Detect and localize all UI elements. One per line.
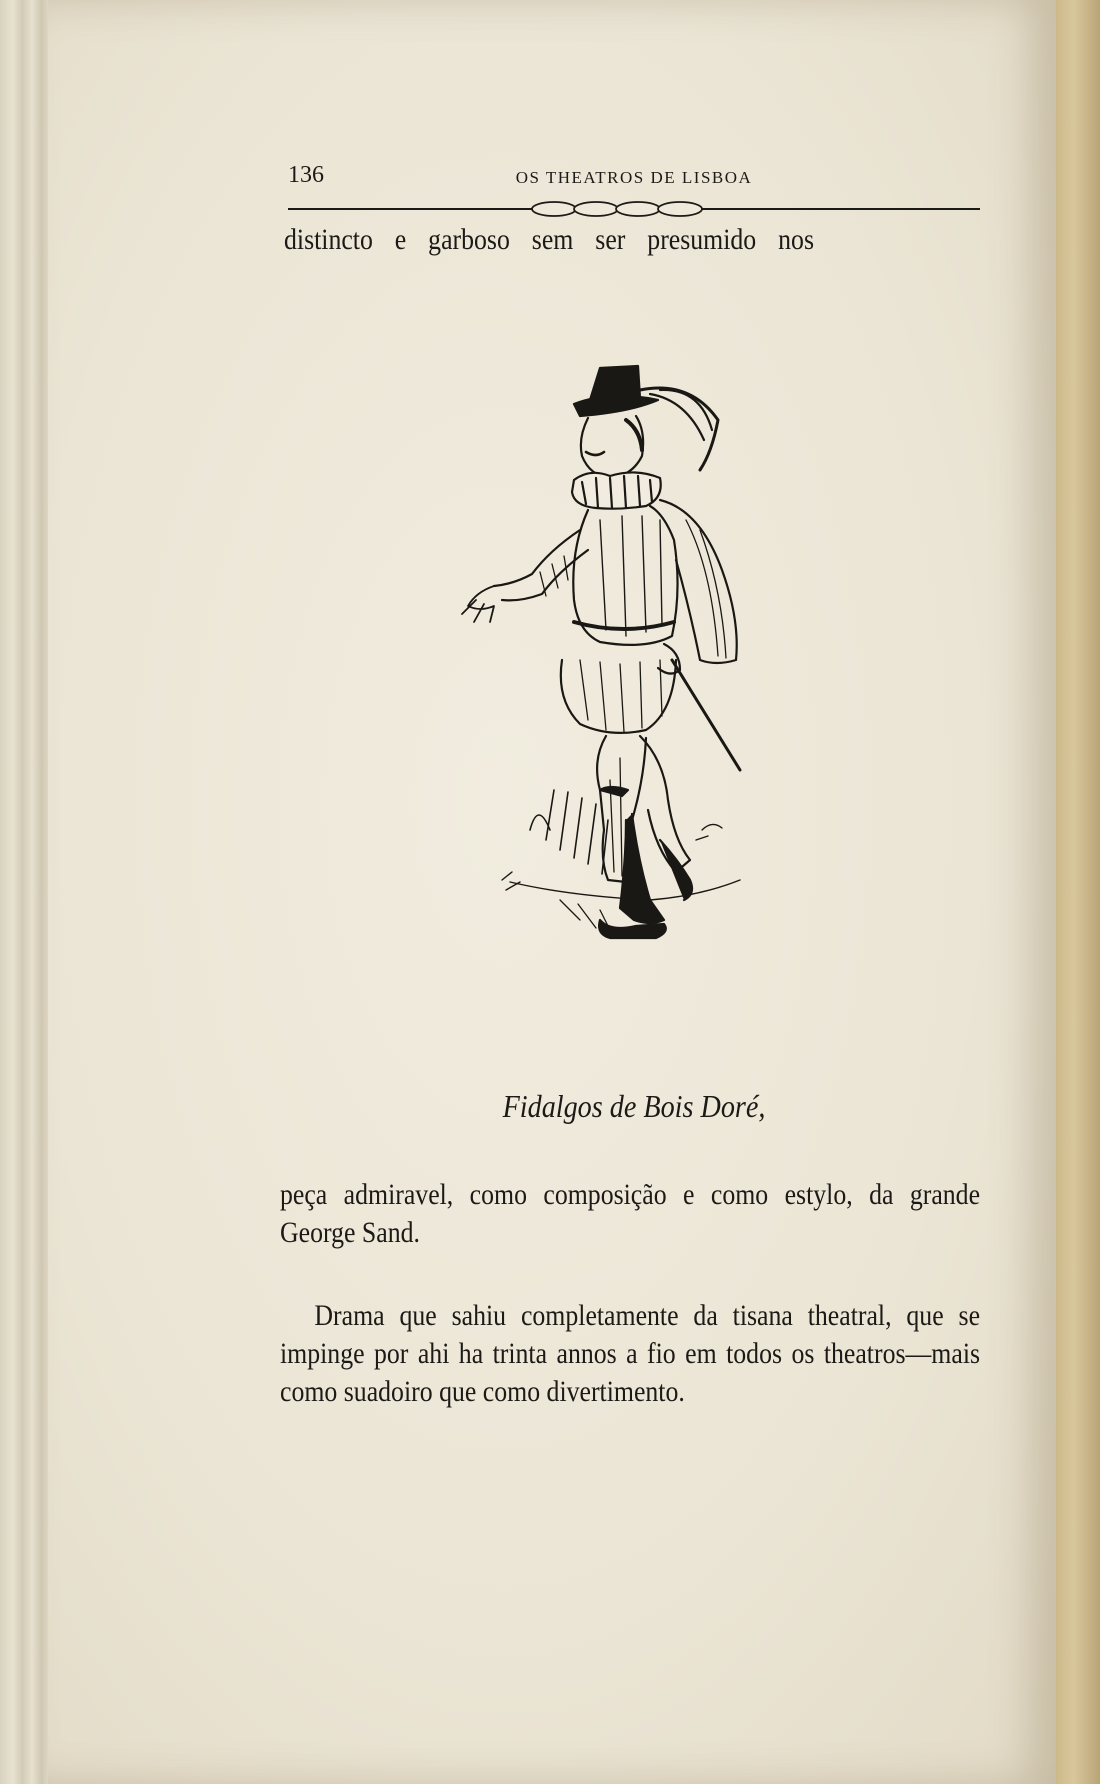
illustration-caption: Fidalgos de Bois Doré, [502, 1088, 766, 1124]
ornamental-rule [284, 198, 984, 220]
paragraph-1-text: peça admiravel, como composição e como estylo, da grande George Sand. [280, 1178, 981, 1249]
opening-line-text: distincto e garboso sem ser presumido nos [284, 223, 814, 256]
running-head [284, 150, 984, 190]
paragraph-1 [280, 1176, 980, 1252]
page-content [284, 150, 984, 260]
ornament-rule-icon [284, 198, 984, 220]
paragraph-2-text: Drama que sahiu completamente da tisana theatral, que se impinge por ahi ha trinta annos a fio em todos os theatros—mais como suadoiro que como divertimento. [280, 1299, 981, 1408]
cavalier-engraving-icon [450, 360, 810, 1040]
paragraph-2 [280, 1297, 980, 1411]
running-title: OS THEATROS DE LISBOA [515, 168, 753, 187]
page-number: 136 [288, 162, 324, 188]
book-cover-edge [1056, 0, 1100, 1784]
opening-line [284, 220, 984, 260]
